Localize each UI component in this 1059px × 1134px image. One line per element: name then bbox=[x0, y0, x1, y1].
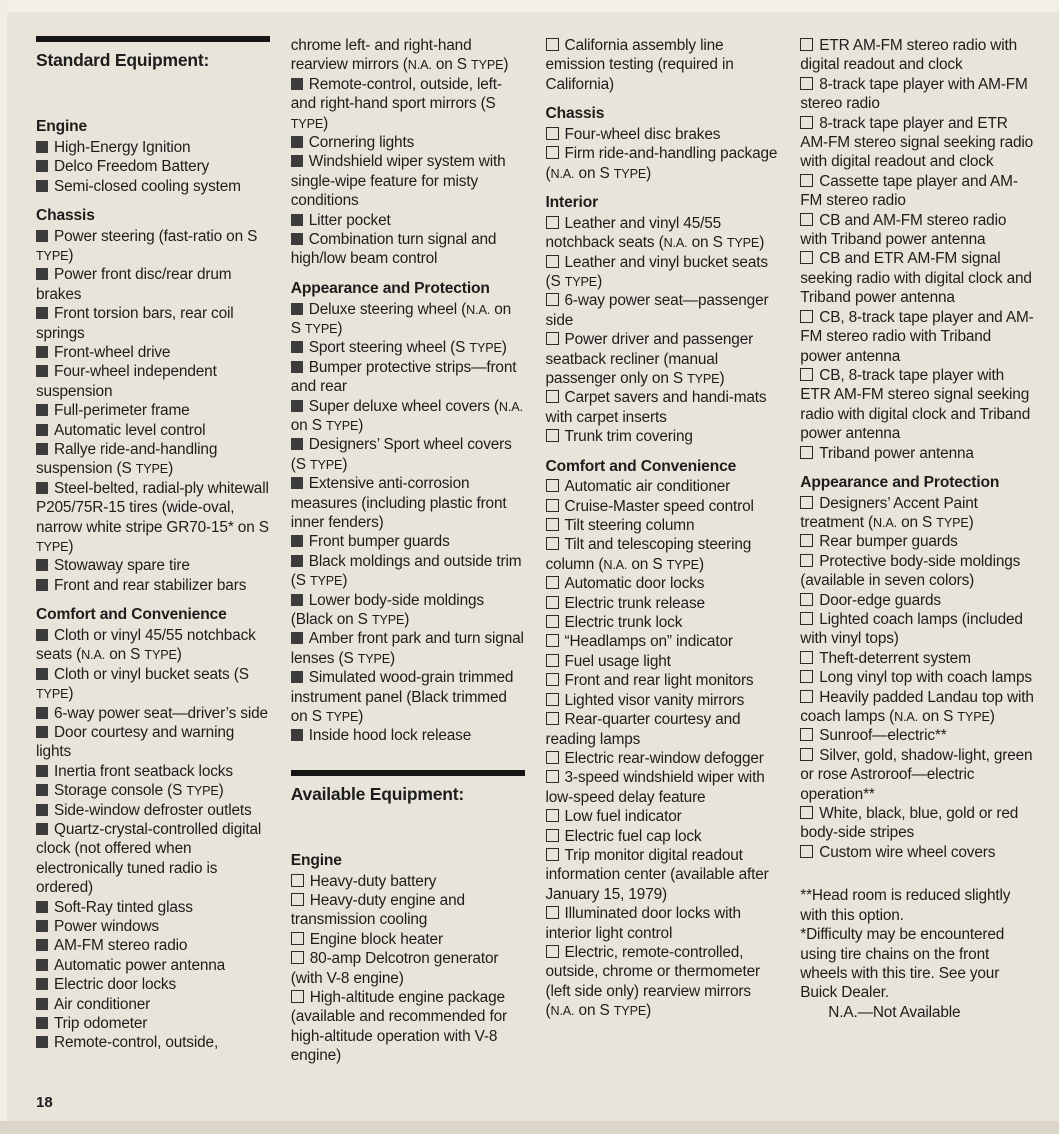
equipment-item: Bumper protective strips—front and rear bbox=[290, 358, 517, 396]
equipment-item: Litter pocket bbox=[291, 211, 525, 230]
equipment-item: Silver, gold, shadow-light, green or rose Astroroof—electric operation** bbox=[800, 746, 1033, 803]
checkbox-icon bbox=[546, 390, 559, 403]
equipment-item: Power steering (fast-ratio on S TYPE) bbox=[36, 227, 258, 264]
equipment-item: Electric door locks bbox=[36, 975, 270, 994]
checkbox-icon bbox=[800, 251, 813, 264]
filled-square-bullet-icon bbox=[291, 155, 303, 167]
checkbox-icon bbox=[800, 806, 813, 819]
filled-square-bullet-icon bbox=[36, 268, 48, 280]
equipment-item: Tilt and telescoping steering column (N.A. on S TYPE) bbox=[545, 536, 752, 573]
equipment-item: Power front disc/rear drum brakes bbox=[36, 266, 232, 303]
equipment-item: Remote-control, outside, bbox=[36, 1033, 270, 1052]
equipment-item: Front and rear stabilizer bars bbox=[36, 576, 270, 595]
checkbox-icon bbox=[546, 848, 559, 861]
small-caps-type: TYPE bbox=[613, 1004, 647, 1019]
equipment-item: Front bumper guards bbox=[291, 532, 525, 551]
checkbox-icon bbox=[800, 845, 813, 858]
checkbox-icon bbox=[546, 576, 559, 589]
checkbox-icon bbox=[800, 310, 813, 323]
filled-square-bullet-icon bbox=[291, 438, 303, 450]
checkbox-icon bbox=[546, 216, 559, 229]
footnote: *Difficulty may be encountered using tire chains on the front wheels with this tire. See your Buick Dealer. bbox=[800, 926, 1005, 1002]
equipment-list-grid bbox=[36, 36, 1034, 1066]
filled-square-bullet-icon bbox=[36, 765, 48, 777]
small-caps-abbrev: N.A. bbox=[603, 557, 628, 572]
filled-square-bullet-icon bbox=[36, 707, 48, 719]
filled-square-bullet-icon bbox=[36, 804, 48, 816]
filled-square-bullet-icon bbox=[36, 307, 48, 319]
category-heading: Appearance and Protection bbox=[800, 473, 1000, 491]
small-caps-type: TYPE bbox=[144, 648, 177, 663]
equipment-item: Automatic level control bbox=[36, 421, 270, 440]
small-caps-type: TYPE bbox=[309, 457, 343, 472]
equipment-item: Amber front park and turn signal lenses (S TYPE) bbox=[290, 630, 524, 667]
equipment-item: Delco Freedom Battery bbox=[36, 157, 270, 176]
checkbox-icon bbox=[546, 332, 559, 345]
equipment-item: Designers’ Accent Paint treatment (N.A. on S TYPE) bbox=[800, 494, 978, 531]
small-caps-abbrev: N.A. bbox=[498, 399, 523, 414]
category-heading: Comfort and Convenience bbox=[36, 606, 227, 624]
filled-square-bullet-icon bbox=[291, 341, 303, 353]
equipment-item: Power windows bbox=[36, 917, 270, 936]
filled-square-bullet-icon bbox=[36, 920, 48, 932]
equipment-item: 3-speed windshield wiper with low-speed delay feature bbox=[545, 769, 765, 806]
filled-square-bullet-icon bbox=[291, 400, 303, 412]
category-heading: Chassis bbox=[36, 206, 95, 224]
filled-square-bullet-icon bbox=[291, 214, 303, 226]
equipment-item: Quartz-crystal-controlled digital clock (not offered when electronically tuned radio is ordered) bbox=[36, 820, 262, 897]
filled-square-bullet-icon bbox=[36, 579, 48, 591]
small-caps-type: TYPE bbox=[36, 540, 69, 555]
equipment-item-continuation: chrome left- and right-hand rearview mirrors (N.A. on S TYPE) bbox=[290, 37, 509, 74]
equipment-item: 8-track tape player with AM-FM stereo radio bbox=[800, 75, 1028, 113]
filled-square-bullet-icon bbox=[36, 823, 48, 835]
section-title: Standard Equipment: bbox=[36, 50, 210, 70]
small-caps-abbrev: N.A. bbox=[466, 302, 491, 317]
equipment-item: Heavy-duty engine and transmission cooling bbox=[290, 891, 465, 929]
equipment-item: Trip odometer bbox=[36, 1014, 270, 1033]
page-edge-left bbox=[0, 0, 7, 1134]
equipment-item: Designers’ Sport wheel covers (S TYPE) bbox=[290, 436, 512, 473]
equipment-item: Protective body-side moldings (available in seven colors) bbox=[800, 552, 1021, 590]
filled-square-bullet-icon bbox=[36, 230, 48, 242]
equipment-item: Lower body-side moldings (Black on S TYPE) bbox=[290, 591, 484, 629]
equipment-item: Leather and vinyl bucket seats (S TYPE) bbox=[545, 253, 768, 290]
equipment-item: Sport steering wheel (S TYPE) bbox=[291, 338, 525, 357]
filled-square-bullet-icon bbox=[36, 668, 48, 680]
small-caps-abbrev: N.A. bbox=[873, 515, 897, 530]
checkbox-icon bbox=[800, 593, 813, 606]
category-heading: Chassis bbox=[545, 105, 605, 123]
equipment-item: Automatic door locks bbox=[546, 574, 780, 593]
equipment-item: Stowaway spare tire bbox=[36, 556, 270, 575]
equipment-item: 8-track tape player and ETR AM-FM stereo signal seeking radio with digital readout and clock bbox=[800, 114, 1034, 171]
small-caps-abbrev: N.A. bbox=[81, 648, 106, 663]
equipment-item: Carpet savers and handi-mats with carpet inserts bbox=[545, 389, 767, 426]
equipment-item: Cruise-Master speed control bbox=[546, 497, 780, 516]
small-caps-type: TYPE bbox=[371, 613, 405, 628]
footnote: N.A.—Not Available bbox=[828, 1003, 961, 1021]
equipment-item: Firm ride-and-handling package (N.A. on S TYPE) bbox=[545, 145, 778, 182]
checkbox-icon bbox=[800, 690, 813, 703]
small-caps-type: TYPE bbox=[309, 574, 343, 589]
filled-square-bullet-icon bbox=[36, 141, 48, 153]
equipment-item: Side-window defroster outlets bbox=[36, 801, 270, 820]
small-caps-abbrev: N.A. bbox=[407, 58, 432, 73]
filled-square-bullet-icon bbox=[291, 594, 303, 606]
equipment-item: Front-wheel drive bbox=[36, 343, 270, 362]
filled-square-bullet-icon bbox=[36, 901, 48, 913]
checkbox-icon bbox=[291, 990, 304, 1003]
checkbox-icon bbox=[546, 712, 559, 725]
equipment-item: Remote-control, outside, left- and right-hand sport mirrors (S TYPE) bbox=[290, 75, 502, 132]
checkbox-icon bbox=[546, 293, 559, 306]
filled-square-bullet-icon bbox=[291, 303, 303, 315]
checkbox-icon bbox=[546, 596, 559, 609]
equipment-item: Rear-quarter courtesy and reading lamps bbox=[545, 711, 741, 748]
checkbox-icon bbox=[800, 534, 813, 547]
equipment-item: Steel-belted, radial-ply whitewall P205/75R-15 tires (wide-oval, narrow white stripe GR70-15* on S TYPE) bbox=[36, 479, 269, 556]
checkbox-icon bbox=[546, 255, 559, 268]
equipment-item: Inertia front seatback locks bbox=[36, 762, 270, 781]
equipment-item: High-altitude engine package (available and recommended for high-altitude operation with V-8 engine) bbox=[290, 988, 507, 1065]
equipment-item: Sunroof—electric** bbox=[800, 726, 1034, 745]
equipment-item: High-Energy Ignition bbox=[36, 138, 270, 157]
filled-square-bullet-icon bbox=[291, 632, 303, 644]
category-heading: Interior bbox=[545, 194, 599, 212]
equipment-item: Full-perimeter frame bbox=[36, 401, 270, 420]
equipment-item: Super deluxe wheel covers (N.A. on S TYPE) bbox=[290, 397, 523, 434]
checkbox-icon bbox=[546, 751, 559, 764]
checkbox-icon bbox=[800, 554, 813, 567]
filled-square-bullet-icon bbox=[36, 482, 48, 494]
footnote: **Head room is reduced slightly with this option. bbox=[800, 887, 1011, 924]
equipment-item: Rear bumper guards bbox=[800, 532, 1034, 551]
category-heading: Appearance and Protection bbox=[290, 279, 490, 297]
checkbox-icon bbox=[546, 634, 559, 647]
equipment-item: Storage console (S TYPE) bbox=[36, 781, 270, 800]
small-caps-type: TYPE bbox=[564, 274, 598, 289]
equipment-item: Air conditioner bbox=[36, 995, 270, 1014]
equipment-item: AM-FM stereo radio bbox=[36, 936, 270, 955]
category-heading: Engine bbox=[290, 851, 342, 869]
checkbox-icon bbox=[800, 496, 813, 509]
equipment-item: Door courtesy and warning lights bbox=[36, 723, 235, 761]
small-caps-type: TYPE bbox=[957, 710, 990, 725]
equipment-item: Electric trunk release bbox=[546, 594, 780, 613]
filled-square-bullet-icon bbox=[36, 978, 48, 990]
small-caps-type: TYPE bbox=[936, 515, 969, 530]
filled-square-bullet-icon bbox=[291, 729, 303, 741]
small-caps-type: TYPE bbox=[290, 116, 324, 131]
section-title: Available Equipment: bbox=[290, 783, 465, 804]
equipment-item: Triband power antenna bbox=[800, 444, 1034, 463]
small-caps-type: TYPE bbox=[726, 236, 760, 251]
equipment-item: Low fuel indicator bbox=[546, 807, 780, 826]
equipment-item: Theft-deterrent system bbox=[800, 649, 1034, 668]
small-caps-type: TYPE bbox=[687, 371, 720, 386]
filled-square-bullet-icon bbox=[36, 346, 48, 358]
equipment-item: CB, 8-track tape player with ETR AM-FM stereo signal seeking radio with digital clock and Triband power antenna bbox=[800, 366, 1031, 443]
equipment-item: 6-way power seat—driver’s side bbox=[36, 704, 270, 723]
checkbox-icon bbox=[546, 615, 559, 628]
equipment-item: California assembly line emission testing (required in California) bbox=[545, 37, 734, 93]
small-caps-type: TYPE bbox=[186, 784, 219, 799]
small-caps-abbrev: N.A. bbox=[550, 1004, 575, 1019]
checkbox-icon bbox=[546, 673, 559, 686]
filled-square-bullet-icon bbox=[36, 1036, 48, 1048]
small-caps-type: TYPE bbox=[325, 418, 359, 433]
column-available-equipment-2 bbox=[800, 36, 1034, 1066]
small-caps-type: TYPE bbox=[36, 248, 69, 263]
equipment-item: “Headlamps on” indicator bbox=[546, 632, 780, 651]
equipment-item: Semi-closed cooling system bbox=[36, 177, 270, 196]
equipment-item: Long vinyl top with coach lamps bbox=[800, 668, 1034, 687]
checkbox-icon bbox=[546, 770, 559, 783]
equipment-item: CB, 8-track tape player and AM-FM stereo radio with Triband power antenna bbox=[800, 308, 1034, 365]
equipment-item: Inside hood lock release bbox=[291, 726, 525, 745]
equipment-item: 80-amp Delcotron generator (with V-8 engine) bbox=[290, 950, 499, 987]
equipment-item: Leather and vinyl 45/55 notchback seats (N.A. on S TYPE) bbox=[545, 214, 765, 252]
equipment-item: Cloth or vinyl 45/55 notchback seats (N.A. on S TYPE) bbox=[36, 626, 256, 664]
checkbox-icon bbox=[800, 213, 813, 226]
filled-square-bullet-icon bbox=[36, 939, 48, 951]
checkbox-icon bbox=[291, 874, 304, 887]
equipment-item: Heavy-duty battery bbox=[291, 872, 525, 891]
checkbox-icon bbox=[291, 951, 304, 964]
small-caps-abbrev: N.A. bbox=[894, 710, 919, 725]
equipment-item: Door-edge guards bbox=[800, 591, 1034, 610]
equipment-item: Black moldings and outside trim (S TYPE) bbox=[290, 552, 522, 590]
small-caps-type: TYPE bbox=[471, 58, 504, 73]
checkbox-icon bbox=[546, 906, 559, 919]
equipment-item: Engine block heater bbox=[291, 930, 525, 949]
equipment-item: Custom wire wheel covers bbox=[800, 843, 1034, 862]
equipment-item: Combination turn signal and high/low beam control bbox=[290, 231, 497, 268]
filled-square-bullet-icon bbox=[291, 535, 303, 547]
filled-square-bullet-icon bbox=[36, 998, 48, 1010]
checkbox-icon bbox=[800, 38, 813, 51]
checkbox-icon bbox=[800, 77, 813, 90]
filled-square-bullet-icon bbox=[291, 233, 303, 245]
filled-square-bullet-icon bbox=[36, 180, 48, 192]
small-caps-type: TYPE bbox=[305, 321, 338, 336]
checkbox-icon bbox=[546, 829, 559, 842]
equipment-item: Lighted visor vanity mirrors bbox=[546, 691, 780, 710]
small-caps-type: TYPE bbox=[325, 710, 359, 725]
equipment-item: CB and AM-FM stereo radio with Triband power antenna bbox=[800, 211, 1007, 249]
column-available-equipment-1 bbox=[546, 36, 780, 1066]
checkbox-icon bbox=[800, 728, 813, 741]
equipment-item: Soft-Ray tinted glass bbox=[36, 898, 270, 917]
checkbox-icon bbox=[291, 893, 304, 906]
equipment-item: Automatic air conditioner bbox=[546, 477, 780, 496]
filled-square-bullet-icon bbox=[36, 365, 48, 377]
filled-square-bullet-icon bbox=[36, 726, 48, 738]
checkbox-icon bbox=[800, 368, 813, 381]
checkbox-icon bbox=[546, 537, 559, 550]
filled-square-bullet-icon bbox=[36, 1017, 48, 1029]
equipment-item: Electric rear-window defogger bbox=[546, 749, 780, 768]
equipment-item: Electric, remote-controlled, outside, chrome or thermometer (left side only) rearview mirrors (N.A. on S TYPE) bbox=[545, 943, 760, 1020]
equipment-item: Electric fuel cap lock bbox=[546, 827, 780, 846]
checkbox-icon bbox=[546, 693, 559, 706]
checkbox-icon bbox=[800, 748, 813, 761]
checkbox-icon bbox=[546, 654, 559, 667]
filled-square-bullet-icon bbox=[36, 443, 48, 455]
filled-square-bullet-icon bbox=[36, 959, 48, 971]
checkbox-icon bbox=[546, 429, 559, 442]
small-caps-type: TYPE bbox=[613, 166, 647, 181]
equipment-item: Four-wheel independent suspension bbox=[36, 363, 217, 400]
equipment-item: Automatic power antenna bbox=[36, 956, 270, 975]
equipment-item: Illuminated door locks with interior light control bbox=[545, 905, 741, 942]
section-divider-bar bbox=[36, 36, 270, 42]
checkbox-icon bbox=[800, 651, 813, 664]
filled-square-bullet-icon bbox=[291, 555, 303, 567]
equipment-item: Trip monitor digital readout information center (available after January 15, 1979) bbox=[545, 846, 769, 903]
checkbox-icon bbox=[546, 499, 559, 512]
checkbox-icon bbox=[800, 612, 813, 625]
filled-square-bullet-icon bbox=[36, 424, 48, 436]
checkbox-icon bbox=[546, 945, 559, 958]
small-caps-type: TYPE bbox=[469, 341, 502, 356]
equipment-item: Electric trunk lock bbox=[546, 613, 780, 632]
checkbox-icon bbox=[546, 146, 559, 159]
checkbox-icon bbox=[546, 518, 559, 531]
equipment-item: Tilt steering column bbox=[546, 516, 780, 535]
filled-square-bullet-icon bbox=[36, 559, 48, 571]
filled-square-bullet-icon bbox=[36, 629, 48, 641]
filled-square-bullet-icon bbox=[291, 78, 303, 90]
checkbox-icon bbox=[546, 127, 559, 140]
equipment-item: Heavily padded Landau top with coach lamps (N.A. on S TYPE) bbox=[800, 688, 1034, 726]
category-heading: Engine bbox=[36, 118, 88, 136]
category-heading: Comfort and Convenience bbox=[545, 457, 737, 475]
column-standard-equipment-2 bbox=[291, 36, 525, 1066]
checkbox-icon bbox=[800, 174, 813, 187]
equipment-item: CB and ETR AM-FM signal seeking radio with digital clock and Triband power antenna bbox=[800, 250, 1032, 307]
section-divider-bar bbox=[291, 770, 525, 776]
checkbox-icon bbox=[800, 670, 813, 683]
small-caps-type: TYPE bbox=[36, 687, 69, 702]
equipment-item: 6-way power seat—passenger side bbox=[545, 292, 769, 329]
equipment-item: Cassette tape player and AM-FM stereo radio bbox=[800, 172, 1018, 210]
equipment-item: Rallye ride-and-handling suspension (S TYPE) bbox=[36, 441, 218, 478]
equipment-item: Lighted coach lamps (included with vinyl tops) bbox=[800, 611, 1023, 648]
filled-square-bullet-icon bbox=[36, 404, 48, 416]
equipment-item: Deluxe steering wheel (N.A. on S TYPE) bbox=[290, 300, 512, 337]
small-caps-type: TYPE bbox=[357, 651, 391, 666]
page-number: 18 bbox=[36, 1094, 53, 1111]
checkbox-icon bbox=[546, 809, 559, 822]
filled-square-bullet-icon bbox=[291, 477, 303, 489]
equipment-item: Trunk trim covering bbox=[546, 427, 780, 446]
small-caps-abbrev: N.A. bbox=[663, 236, 688, 251]
equipment-item: ETR AM-FM stereo radio with digital readout and clock bbox=[800, 37, 1018, 74]
equipment-item: Windshield wiper system with single-wipe feature for misty conditions bbox=[290, 153, 506, 210]
filled-square-bullet-icon bbox=[36, 784, 48, 796]
small-caps-type: TYPE bbox=[666, 557, 699, 572]
checkbox-icon bbox=[291, 932, 304, 945]
equipment-item: Power driver and passenger seatback recliner (manual passenger only on S TYPE) bbox=[545, 331, 754, 387]
checkbox-icon bbox=[546, 38, 559, 51]
checkbox-icon bbox=[800, 116, 813, 129]
filled-square-bullet-icon bbox=[291, 361, 303, 373]
equipment-item: Four-wheel disc brakes bbox=[546, 125, 780, 144]
equipment-item: Simulated wood-grain trimmed instrument panel (Black trimmed on S TYPE) bbox=[290, 669, 514, 726]
equipment-item: Cloth or vinyl bucket seats (S TYPE) bbox=[36, 665, 249, 703]
equipment-item: Cornering lights bbox=[291, 133, 525, 152]
page-edge-top bbox=[0, 0, 1059, 12]
checkbox-icon bbox=[800, 446, 813, 459]
column-standard-equipment-1 bbox=[36, 36, 270, 1066]
small-caps-type: TYPE bbox=[135, 462, 169, 477]
filled-square-bullet-icon bbox=[291, 136, 303, 148]
filled-square-bullet-icon bbox=[36, 160, 48, 172]
equipment-item: Front and rear light monitors bbox=[546, 671, 780, 690]
equipment-item: Fuel usage light bbox=[546, 652, 780, 671]
equipment-item: White, black, blue, gold or red body-side stripes bbox=[800, 805, 1019, 842]
small-caps-abbrev: N.A. bbox=[550, 166, 575, 181]
page-edge-bottom bbox=[0, 1121, 1059, 1134]
filled-square-bullet-icon bbox=[291, 671, 303, 683]
checkbox-icon bbox=[546, 479, 559, 492]
equipment-item: Front torsion bars, rear coil springs bbox=[36, 305, 234, 342]
equipment-item: Extensive anti-corrosion measures (including plastic front inner fenders) bbox=[290, 475, 507, 531]
